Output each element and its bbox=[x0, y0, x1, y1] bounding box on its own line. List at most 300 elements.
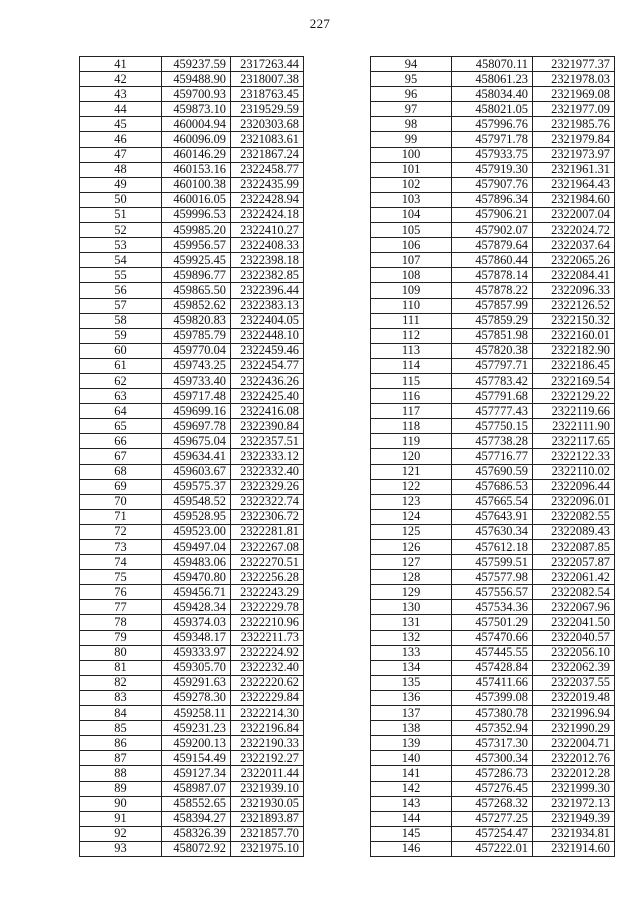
x-coordinate-cell: 457879.64 bbox=[452, 238, 533, 253]
point-number-cell: 145 bbox=[371, 826, 452, 841]
table-row bbox=[371, 162, 615, 177]
x-coordinate-cell: 459305.70 bbox=[162, 660, 231, 675]
table-row bbox=[80, 57, 304, 72]
point-number-cell: 63 bbox=[80, 389, 162, 404]
x-coordinate-cell: 459231.23 bbox=[162, 721, 231, 736]
point-number-cell: 50 bbox=[80, 192, 162, 207]
point-number-cell: 46 bbox=[80, 132, 162, 147]
table-row bbox=[80, 826, 304, 841]
y-coordinate-cell: 2321984.60 bbox=[533, 192, 615, 207]
x-coordinate-cell: 457686.53 bbox=[452, 479, 533, 494]
table-row bbox=[371, 615, 615, 630]
table-row bbox=[371, 404, 615, 419]
point-number-cell: 139 bbox=[371, 736, 452, 751]
y-coordinate-cell: 2322067.96 bbox=[533, 600, 615, 615]
point-number-cell: 60 bbox=[80, 343, 162, 358]
x-coordinate-cell: 457411.66 bbox=[452, 675, 533, 690]
y-coordinate-cell: 2322425.40 bbox=[231, 389, 304, 404]
point-number-cell: 62 bbox=[80, 373, 162, 388]
table-row bbox=[371, 736, 615, 751]
x-coordinate-cell: 457665.54 bbox=[452, 494, 533, 509]
y-coordinate-cell: 2322089.43 bbox=[533, 524, 615, 539]
table-row bbox=[80, 751, 304, 766]
x-coordinate-cell: 459428.34 bbox=[162, 600, 231, 615]
y-coordinate-cell: 2322396.44 bbox=[231, 283, 304, 298]
point-number-cell: 85 bbox=[80, 721, 162, 736]
table-row bbox=[371, 675, 615, 690]
x-coordinate-cell: 458072.92 bbox=[162, 841, 231, 856]
y-coordinate-cell: 2322082.55 bbox=[533, 509, 615, 524]
table-row bbox=[80, 343, 304, 358]
table-row bbox=[371, 389, 615, 404]
y-coordinate-cell: 2322192.27 bbox=[231, 751, 304, 766]
table-row bbox=[371, 253, 615, 268]
y-coordinate-cell: 2322454.77 bbox=[231, 358, 304, 373]
y-coordinate-cell: 2318763.45 bbox=[231, 87, 304, 102]
y-coordinate-cell: 2322224.92 bbox=[231, 645, 304, 660]
y-coordinate-cell: 2321979.84 bbox=[533, 132, 615, 147]
table-row bbox=[80, 645, 304, 660]
y-coordinate-cell: 2321857.70 bbox=[231, 826, 304, 841]
table-row bbox=[371, 706, 615, 721]
x-coordinate-cell: 459956.57 bbox=[162, 238, 231, 253]
y-coordinate-cell: 2322096.01 bbox=[533, 494, 615, 509]
point-number-cell: 82 bbox=[80, 675, 162, 690]
point-number-cell: 93 bbox=[80, 841, 162, 856]
point-number-cell: 54 bbox=[80, 253, 162, 268]
table-row bbox=[80, 283, 304, 298]
point-number-cell: 138 bbox=[371, 721, 452, 736]
point-number-cell: 89 bbox=[80, 781, 162, 796]
y-coordinate-cell: 2321914.60 bbox=[533, 841, 615, 856]
y-coordinate-cell: 2322037.64 bbox=[533, 238, 615, 253]
point-number-cell: 86 bbox=[80, 736, 162, 751]
x-coordinate-cell: 457860.44 bbox=[452, 253, 533, 268]
table-row bbox=[371, 570, 615, 585]
table-row bbox=[371, 57, 615, 72]
y-coordinate-cell: 2322382.85 bbox=[231, 268, 304, 283]
point-number-cell: 104 bbox=[371, 207, 452, 222]
x-coordinate-cell: 459200.13 bbox=[162, 736, 231, 751]
point-number-cell: 97 bbox=[371, 102, 452, 117]
x-coordinate-cell: 459291.63 bbox=[162, 675, 231, 690]
x-coordinate-cell: 457996.76 bbox=[452, 117, 533, 132]
x-coordinate-cell: 457352.94 bbox=[452, 721, 533, 736]
y-coordinate-cell: 2321964.43 bbox=[533, 177, 615, 192]
table-row bbox=[80, 192, 304, 207]
y-coordinate-cell: 2321930.05 bbox=[231, 796, 304, 811]
table-row bbox=[371, 449, 615, 464]
x-coordinate-cell: 457878.22 bbox=[452, 283, 533, 298]
x-coordinate-cell: 457777.43 bbox=[452, 404, 533, 419]
y-coordinate-cell: 2321975.10 bbox=[231, 841, 304, 856]
y-coordinate-cell: 2322229.78 bbox=[231, 600, 304, 615]
y-coordinate-cell: 2321999.30 bbox=[533, 781, 615, 796]
table-row bbox=[371, 645, 615, 660]
y-coordinate-cell: 2322232.40 bbox=[231, 660, 304, 675]
y-coordinate-cell: 2322087.85 bbox=[533, 540, 615, 555]
y-coordinate-cell: 2322037.55 bbox=[533, 675, 615, 690]
y-coordinate-cell: 2317263.44 bbox=[231, 57, 304, 72]
coordinates-table-left-body bbox=[80, 57, 304, 857]
x-coordinate-cell: 457317.30 bbox=[452, 736, 533, 751]
table-row bbox=[80, 660, 304, 675]
x-coordinate-cell: 460096.09 bbox=[162, 132, 231, 147]
x-coordinate-cell: 458070.11 bbox=[452, 57, 533, 72]
x-coordinate-cell: 459237.59 bbox=[162, 57, 231, 72]
point-number-cell: 125 bbox=[371, 524, 452, 539]
x-coordinate-cell: 459456.71 bbox=[162, 585, 231, 600]
y-coordinate-cell: 2322041.50 bbox=[533, 615, 615, 630]
point-number-cell: 55 bbox=[80, 268, 162, 283]
point-number-cell: 87 bbox=[80, 751, 162, 766]
point-number-cell: 91 bbox=[80, 811, 162, 826]
table-row bbox=[371, 207, 615, 222]
x-coordinate-cell: 459348.17 bbox=[162, 630, 231, 645]
point-number-cell: 42 bbox=[80, 72, 162, 87]
x-coordinate-cell: 460016.05 bbox=[162, 192, 231, 207]
table-row bbox=[371, 434, 615, 449]
x-coordinate-cell: 460004.94 bbox=[162, 117, 231, 132]
point-number-cell: 105 bbox=[371, 223, 452, 238]
x-coordinate-cell: 458987.07 bbox=[162, 781, 231, 796]
y-coordinate-cell: 2322186.45 bbox=[533, 358, 615, 373]
x-coordinate-cell: 458552.65 bbox=[162, 796, 231, 811]
point-number-cell: 120 bbox=[371, 449, 452, 464]
point-number-cell: 102 bbox=[371, 177, 452, 192]
x-coordinate-cell: 457612.18 bbox=[452, 540, 533, 555]
x-coordinate-cell: 457919.30 bbox=[452, 162, 533, 177]
y-coordinate-cell: 2322357.51 bbox=[231, 434, 304, 449]
y-coordinate-cell: 2322410.27 bbox=[231, 223, 304, 238]
table-row bbox=[371, 555, 615, 570]
point-number-cell: 113 bbox=[371, 343, 452, 358]
point-number-cell: 134 bbox=[371, 660, 452, 675]
table-row bbox=[80, 706, 304, 721]
point-number-cell: 109 bbox=[371, 283, 452, 298]
point-number-cell: 79 bbox=[80, 630, 162, 645]
table-row bbox=[371, 509, 615, 524]
y-coordinate-cell: 2322428.94 bbox=[231, 192, 304, 207]
x-coordinate-cell: 459258.11 bbox=[162, 706, 231, 721]
point-number-cell: 70 bbox=[80, 494, 162, 509]
point-number-cell: 117 bbox=[371, 404, 452, 419]
point-number-cell: 43 bbox=[80, 87, 162, 102]
x-coordinate-cell: 457971.78 bbox=[452, 132, 533, 147]
y-coordinate-cell: 2322281.81 bbox=[231, 524, 304, 539]
x-coordinate-cell: 459697.78 bbox=[162, 419, 231, 434]
point-number-cell: 119 bbox=[371, 434, 452, 449]
x-coordinate-cell: 457501.29 bbox=[452, 615, 533, 630]
x-coordinate-cell: 457716.77 bbox=[452, 449, 533, 464]
y-coordinate-cell: 2321083.61 bbox=[231, 132, 304, 147]
y-coordinate-cell: 2322383.13 bbox=[231, 298, 304, 313]
table-row bbox=[80, 328, 304, 343]
x-coordinate-cell: 459717.48 bbox=[162, 389, 231, 404]
x-coordinate-cell: 459483.06 bbox=[162, 555, 231, 570]
y-coordinate-cell: 2322126.52 bbox=[533, 298, 615, 313]
x-coordinate-cell: 459154.49 bbox=[162, 751, 231, 766]
table-row bbox=[80, 630, 304, 645]
y-coordinate-cell: 2318007.38 bbox=[231, 72, 304, 87]
table-row bbox=[80, 479, 304, 494]
x-coordinate-cell: 459896.77 bbox=[162, 268, 231, 283]
table-row bbox=[80, 811, 304, 826]
table-row bbox=[80, 72, 304, 87]
y-coordinate-cell: 2322011.44 bbox=[231, 766, 304, 781]
x-coordinate-cell: 457399.08 bbox=[452, 690, 533, 705]
table-row bbox=[80, 147, 304, 162]
table-row bbox=[80, 449, 304, 464]
table-row bbox=[371, 721, 615, 736]
point-number-cell: 114 bbox=[371, 358, 452, 373]
y-coordinate-cell: 2322404.05 bbox=[231, 313, 304, 328]
table-row bbox=[80, 540, 304, 555]
table-row bbox=[371, 192, 615, 207]
point-number-cell: 103 bbox=[371, 192, 452, 207]
x-coordinate-cell: 457300.34 bbox=[452, 751, 533, 766]
table-row bbox=[80, 358, 304, 373]
table-row bbox=[371, 826, 615, 841]
point-number-cell: 122 bbox=[371, 479, 452, 494]
point-number-cell: 90 bbox=[80, 796, 162, 811]
x-coordinate-cell: 458021.05 bbox=[452, 102, 533, 117]
table-row bbox=[80, 102, 304, 117]
point-number-cell: 68 bbox=[80, 464, 162, 479]
x-coordinate-cell: 459733.40 bbox=[162, 373, 231, 388]
table-row bbox=[80, 464, 304, 479]
x-coordinate-cell: 459528.95 bbox=[162, 509, 231, 524]
point-number-cell: 51 bbox=[80, 207, 162, 222]
y-coordinate-cell: 2322110.02 bbox=[533, 464, 615, 479]
y-coordinate-cell: 2322012.76 bbox=[533, 751, 615, 766]
y-coordinate-cell: 2322416.08 bbox=[231, 404, 304, 419]
x-coordinate-cell: 457428.84 bbox=[452, 660, 533, 675]
y-coordinate-cell: 2322270.51 bbox=[231, 555, 304, 570]
x-coordinate-cell: 457277.25 bbox=[452, 811, 533, 826]
table-row bbox=[371, 660, 615, 675]
x-coordinate-cell: 457902.07 bbox=[452, 223, 533, 238]
point-number-cell: 95 bbox=[371, 72, 452, 87]
table-row bbox=[80, 268, 304, 283]
x-coordinate-cell: 460153.16 bbox=[162, 162, 231, 177]
point-number-cell: 116 bbox=[371, 389, 452, 404]
y-coordinate-cell: 2321996.94 bbox=[533, 706, 615, 721]
x-coordinate-cell: 457750.15 bbox=[452, 419, 533, 434]
table-row bbox=[80, 841, 304, 856]
x-coordinate-cell: 457556.57 bbox=[452, 585, 533, 600]
y-coordinate-cell: 2322190.33 bbox=[231, 736, 304, 751]
table-row bbox=[371, 87, 615, 102]
table-row bbox=[80, 117, 304, 132]
y-coordinate-cell: 2322169.54 bbox=[533, 373, 615, 388]
point-number-cell: 128 bbox=[371, 570, 452, 585]
point-number-cell: 133 bbox=[371, 645, 452, 660]
y-coordinate-cell: 2321973.97 bbox=[533, 147, 615, 162]
y-coordinate-cell: 2322004.71 bbox=[533, 736, 615, 751]
x-coordinate-cell: 459523.00 bbox=[162, 524, 231, 539]
coordinates-table-right bbox=[370, 56, 615, 857]
table-row bbox=[371, 373, 615, 388]
table-row bbox=[371, 223, 615, 238]
point-number-cell: 67 bbox=[80, 449, 162, 464]
y-coordinate-cell: 2321990.29 bbox=[533, 721, 615, 736]
y-coordinate-cell: 2322256.28 bbox=[231, 570, 304, 585]
y-coordinate-cell: 2322007.04 bbox=[533, 207, 615, 222]
table-row bbox=[80, 162, 304, 177]
y-coordinate-cell: 2322459.46 bbox=[231, 343, 304, 358]
x-coordinate-cell: 459278.30 bbox=[162, 690, 231, 705]
table-row bbox=[371, 298, 615, 313]
table-row bbox=[371, 147, 615, 162]
x-coordinate-cell: 457933.75 bbox=[452, 147, 533, 162]
y-coordinate-cell: 2321969.08 bbox=[533, 87, 615, 102]
table-row bbox=[371, 268, 615, 283]
point-number-cell: 45 bbox=[80, 117, 162, 132]
point-number-cell: 100 bbox=[371, 147, 452, 162]
point-number-cell: 76 bbox=[80, 585, 162, 600]
table-row bbox=[80, 87, 304, 102]
table-row bbox=[80, 223, 304, 238]
y-coordinate-cell: 2320303.68 bbox=[231, 117, 304, 132]
y-coordinate-cell: 2321977.09 bbox=[533, 102, 615, 117]
x-coordinate-cell: 459374.03 bbox=[162, 615, 231, 630]
y-coordinate-cell: 2321893.87 bbox=[231, 811, 304, 826]
table-row bbox=[371, 585, 615, 600]
table-row bbox=[371, 343, 615, 358]
point-number-cell: 99 bbox=[371, 132, 452, 147]
x-coordinate-cell: 459333.97 bbox=[162, 645, 231, 660]
point-number-cell: 56 bbox=[80, 283, 162, 298]
table-row bbox=[80, 570, 304, 585]
x-coordinate-cell: 459925.45 bbox=[162, 253, 231, 268]
x-coordinate-cell: 457878.14 bbox=[452, 268, 533, 283]
y-coordinate-cell: 2322448.10 bbox=[231, 328, 304, 343]
x-coordinate-cell: 457690.59 bbox=[452, 464, 533, 479]
point-number-cell: 75 bbox=[80, 570, 162, 585]
page-number: 227 bbox=[309, 16, 331, 31]
table-row bbox=[80, 238, 304, 253]
y-coordinate-cell: 2322065.26 bbox=[533, 253, 615, 268]
table-row bbox=[371, 630, 615, 645]
table-row bbox=[80, 494, 304, 509]
y-coordinate-cell: 2322196.84 bbox=[231, 721, 304, 736]
y-coordinate-cell: 2322332.40 bbox=[231, 464, 304, 479]
table-row bbox=[80, 298, 304, 313]
y-coordinate-cell: 2321961.31 bbox=[533, 162, 615, 177]
table-row bbox=[80, 600, 304, 615]
table-row bbox=[371, 751, 615, 766]
point-number-cell: 47 bbox=[80, 147, 162, 162]
y-coordinate-cell: 2322019.48 bbox=[533, 690, 615, 705]
x-coordinate-cell: 457797.71 bbox=[452, 358, 533, 373]
table-row bbox=[80, 177, 304, 192]
table-row bbox=[80, 796, 304, 811]
x-coordinate-cell: 458394.27 bbox=[162, 811, 231, 826]
point-number-cell: 146 bbox=[371, 841, 452, 856]
y-coordinate-cell: 2321867.24 bbox=[231, 147, 304, 162]
x-coordinate-cell: 459497.04 bbox=[162, 540, 231, 555]
point-number-cell: 127 bbox=[371, 555, 452, 570]
y-coordinate-cell: 2322210.96 bbox=[231, 615, 304, 630]
point-number-cell: 81 bbox=[80, 660, 162, 675]
y-coordinate-cell: 2322057.87 bbox=[533, 555, 615, 570]
point-number-cell: 49 bbox=[80, 177, 162, 192]
point-number-cell: 124 bbox=[371, 509, 452, 524]
y-coordinate-cell: 2322408.33 bbox=[231, 238, 304, 253]
table-row bbox=[80, 509, 304, 524]
x-coordinate-cell: 457268.32 bbox=[452, 796, 533, 811]
x-coordinate-cell: 457254.47 bbox=[452, 826, 533, 841]
x-coordinate-cell: 459770.04 bbox=[162, 343, 231, 358]
point-number-cell: 115 bbox=[371, 373, 452, 388]
x-coordinate-cell: 457791.68 bbox=[452, 389, 533, 404]
point-number-cell: 48 bbox=[80, 162, 162, 177]
table-row bbox=[80, 132, 304, 147]
y-coordinate-cell: 2322214.30 bbox=[231, 706, 304, 721]
point-number-cell: 129 bbox=[371, 585, 452, 600]
coordinates-table-left bbox=[79, 56, 304, 857]
x-coordinate-cell: 459548.52 bbox=[162, 494, 231, 509]
x-coordinate-cell: 460146.29 bbox=[162, 147, 231, 162]
point-number-cell: 52 bbox=[80, 223, 162, 238]
x-coordinate-cell: 457380.78 bbox=[452, 706, 533, 721]
table-row bbox=[371, 841, 615, 856]
x-coordinate-cell: 457820.38 bbox=[452, 343, 533, 358]
point-number-cell: 141 bbox=[371, 766, 452, 781]
table-row bbox=[371, 464, 615, 479]
point-number-cell: 136 bbox=[371, 690, 452, 705]
table-row bbox=[80, 721, 304, 736]
table-row bbox=[80, 585, 304, 600]
table-row bbox=[80, 404, 304, 419]
x-coordinate-cell: 457276.45 bbox=[452, 781, 533, 796]
y-coordinate-cell: 2322435.99 bbox=[231, 177, 304, 192]
x-coordinate-cell: 457738.28 bbox=[452, 434, 533, 449]
point-number-cell: 53 bbox=[80, 238, 162, 253]
y-coordinate-cell: 2322122.33 bbox=[533, 449, 615, 464]
y-coordinate-cell: 2322082.54 bbox=[533, 585, 615, 600]
y-coordinate-cell: 2322160.01 bbox=[533, 328, 615, 343]
x-coordinate-cell: 457445.55 bbox=[452, 645, 533, 660]
point-number-cell: 132 bbox=[371, 630, 452, 645]
x-coordinate-cell: 458326.39 bbox=[162, 826, 231, 841]
y-coordinate-cell: 2321985.76 bbox=[533, 117, 615, 132]
x-coordinate-cell: 457859.29 bbox=[452, 313, 533, 328]
y-coordinate-cell: 2322243.29 bbox=[231, 585, 304, 600]
point-number-cell: 73 bbox=[80, 540, 162, 555]
y-coordinate-cell: 2321977.37 bbox=[533, 57, 615, 72]
y-coordinate-cell: 2322229.84 bbox=[231, 690, 304, 705]
y-coordinate-cell: 2322040.57 bbox=[533, 630, 615, 645]
y-coordinate-cell: 2322096.33 bbox=[533, 283, 615, 298]
x-coordinate-cell: 459985.20 bbox=[162, 223, 231, 238]
table-row bbox=[371, 72, 615, 87]
x-coordinate-cell: 457222.01 bbox=[452, 841, 533, 856]
y-coordinate-cell: 2322150.32 bbox=[533, 313, 615, 328]
y-coordinate-cell: 2322424.18 bbox=[231, 207, 304, 222]
table-row bbox=[371, 494, 615, 509]
point-number-cell: 98 bbox=[371, 117, 452, 132]
point-number-cell: 58 bbox=[80, 313, 162, 328]
y-coordinate-cell: 2322333.12 bbox=[231, 449, 304, 464]
x-coordinate-cell: 458034.40 bbox=[452, 87, 533, 102]
x-coordinate-cell: 457851.98 bbox=[452, 328, 533, 343]
point-number-cell: 71 bbox=[80, 509, 162, 524]
y-coordinate-cell: 2322111.90 bbox=[533, 419, 615, 434]
point-number-cell: 65 bbox=[80, 419, 162, 434]
y-coordinate-cell: 2322182.90 bbox=[533, 343, 615, 358]
